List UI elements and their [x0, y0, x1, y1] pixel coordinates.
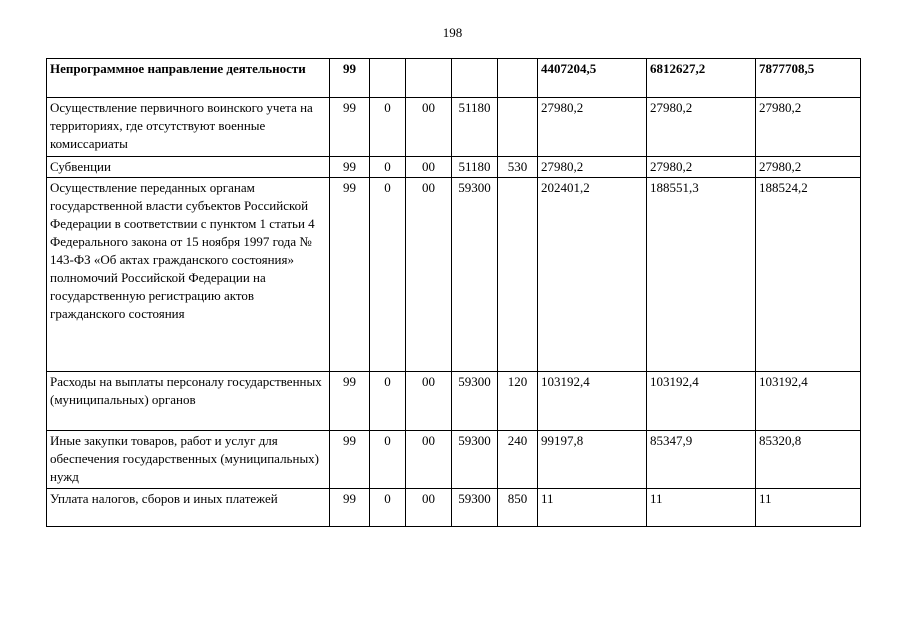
row-code-direction: 00 — [406, 98, 452, 157]
row-code-section: 99 — [330, 431, 370, 489]
row-code-direction — [406, 59, 452, 98]
row-code-section: 99 — [330, 489, 370, 527]
row-amount-year2: 188551,3 — [647, 178, 756, 372]
table-row — [47, 372, 861, 431]
row-code-section: 99 — [330, 59, 370, 98]
row-code-subprogram: 0 — [370, 178, 406, 372]
row-code-expense-type: 120 — [498, 372, 538, 431]
table-row — [47, 431, 861, 489]
row-amount-year2: 27980,2 — [647, 157, 756, 178]
row-code-subprogram: 0 — [370, 157, 406, 178]
row-code-section: 99 — [330, 372, 370, 431]
row-code-target — [452, 59, 498, 98]
row-code-subprogram — [370, 59, 406, 98]
row-amount-year3: 103192,4 — [756, 372, 861, 431]
row-amount-year2: 27980,2 — [647, 98, 756, 157]
row-code-expense-type: 240 — [498, 431, 538, 489]
row-code-expense-type: 850 — [498, 489, 538, 527]
table-row — [47, 59, 861, 98]
row-code-subprogram: 0 — [370, 98, 406, 157]
row-code-expense-type — [498, 59, 538, 98]
row-amount-year1: 11 — [538, 489, 647, 527]
row-code-subprogram: 0 — [370, 489, 406, 527]
row-code-direction: 00 — [406, 372, 452, 431]
row-code-section: 99 — [330, 178, 370, 372]
row-amount-year1: 27980,2 — [538, 98, 647, 157]
row-code-section: 99 — [330, 157, 370, 178]
row-code-expense-type: 530 — [498, 157, 538, 178]
row-amount-year1: 27980,2 — [538, 157, 647, 178]
row-amount-year3: 85320,8 — [756, 431, 861, 489]
row-description: Расходы на выплаты персоналу государственных (муниципальных) органов — [47, 372, 330, 431]
row-amount-year3: 7877708,5 — [756, 59, 861, 98]
row-description: Осуществление первичного воинского учета на территориях, где отсутствуют военные комиссариаты — [47, 98, 330, 157]
row-amount-year1: 4407204,5 — [538, 59, 647, 98]
row-code-subprogram: 0 — [370, 372, 406, 431]
row-description: Непрограммное направление деятельности — [47, 59, 330, 98]
row-amount-year1: 99197,8 — [538, 431, 647, 489]
row-amount-year3: 188524,2 — [756, 178, 861, 372]
row-amount-year2: 103192,4 — [647, 372, 756, 431]
row-code-target: 51180 — [452, 157, 498, 178]
row-code-direction: 00 — [406, 489, 452, 527]
row-description: Иные закупки товаров, работ и услуг для обеспечения государственных (муниципальных) нужд — [47, 431, 330, 489]
row-code-direction: 00 — [406, 431, 452, 489]
table-row — [47, 489, 861, 527]
row-code-section: 99 — [330, 98, 370, 157]
row-amount-year2: 6812627,2 — [647, 59, 756, 98]
table-row — [47, 157, 861, 178]
row-code-target: 59300 — [452, 178, 498, 372]
row-amount-year1: 202401,2 — [538, 178, 647, 372]
row-code-direction: 00 — [406, 178, 452, 372]
row-amount-year2: 11 — [647, 489, 756, 527]
row-description: Субвенции — [47, 157, 330, 178]
row-code-target: 51180 — [452, 98, 498, 157]
row-code-target: 59300 — [452, 372, 498, 431]
row-amount-year1: 103192,4 — [538, 372, 647, 431]
row-amount-year2: 85347,9 — [647, 431, 756, 489]
table-row — [47, 178, 861, 372]
row-code-subprogram: 0 — [370, 431, 406, 489]
row-code-direction: 00 — [406, 157, 452, 178]
row-code-target: 59300 — [452, 489, 498, 527]
row-code-expense-type — [498, 98, 538, 157]
row-amount-year3: 27980,2 — [756, 98, 861, 157]
row-code-target: 59300 — [452, 431, 498, 489]
page-number: 198 — [442, 25, 463, 40]
row-description: Осуществление переданных органам государственной власти субъектов Российской Федерации в соответствии с пунктом 1 статьи 4 Федерального закона от 15 ноября 1997 года № 143-ФЗ «Об актах гражданского состояния» полномочий Российской Федерации на государственную регистрацию актов гражданского состояния — [47, 178, 330, 372]
row-amount-year3: 27980,2 — [756, 157, 861, 178]
row-description: Уплата налогов, сборов и иных платежей — [47, 489, 330, 527]
row-amount-year3: 11 — [756, 489, 861, 527]
budget-table — [46, 58, 861, 527]
table-row — [47, 98, 861, 157]
row-code-expense-type — [498, 178, 538, 372]
